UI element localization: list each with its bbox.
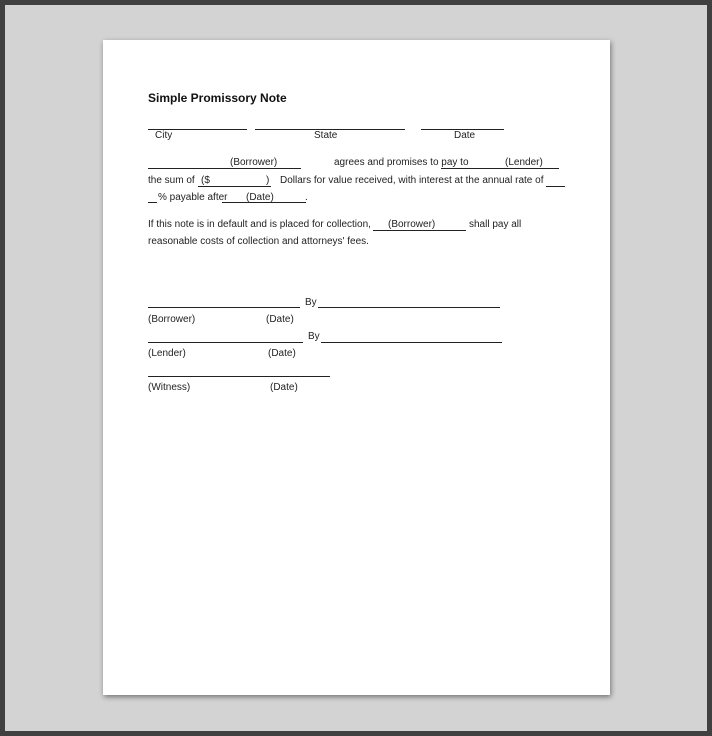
para1-sum-of: the sum of (148, 175, 195, 186)
borrower-by: By (305, 297, 317, 308)
document-title: Simple Promissory Note (148, 91, 287, 105)
borrower-by-line (318, 307, 500, 308)
borrower-label: (Borrower) (148, 314, 196, 325)
para1-period: . (305, 192, 308, 203)
para2-line1-end: shall pay all (469, 219, 522, 230)
witness-date-label: (Date) (270, 382, 298, 393)
city-label: City (155, 130, 173, 141)
document-page (103, 40, 610, 695)
witness-signature-line (148, 376, 330, 377)
para1-dollar-open: ($ (201, 175, 210, 186)
para2-borrower: (Borrower) (388, 219, 436, 230)
rate-blank (546, 186, 565, 187)
lender-label: (Lender) (148, 348, 186, 359)
para1-lender: (Lender) (505, 157, 543, 168)
borrower-date-label: (Date) (266, 314, 294, 325)
witness-label: (Witness) (148, 382, 191, 393)
state-label: State (314, 130, 338, 141)
para1-date: (Date) (246, 192, 274, 203)
borrower-signature-line (148, 307, 300, 308)
para1-agrees: agrees and promises to pay to (334, 157, 469, 168)
para1-dollar-close: ) (266, 175, 270, 186)
date-label: Date (454, 130, 476, 141)
borrower-blank (148, 168, 301, 169)
lender-date-label: (Date) (268, 348, 296, 359)
para1-payable-after: % payable after (158, 192, 228, 203)
percent-blank (148, 202, 157, 203)
para2-line1-start: If this note is in default and is placed for collection, (148, 219, 371, 230)
para1-dollars-text: Dollars for value received, with interest at the annual rate of (280, 175, 544, 186)
para2-line2: reasonable costs of collection and attorneys' fees. (148, 236, 369, 247)
lender-by-line (321, 342, 502, 343)
lender-by: By (308, 331, 320, 342)
lender-signature-line (148, 342, 303, 343)
para1-borrower: (Borrower) (230, 157, 278, 168)
